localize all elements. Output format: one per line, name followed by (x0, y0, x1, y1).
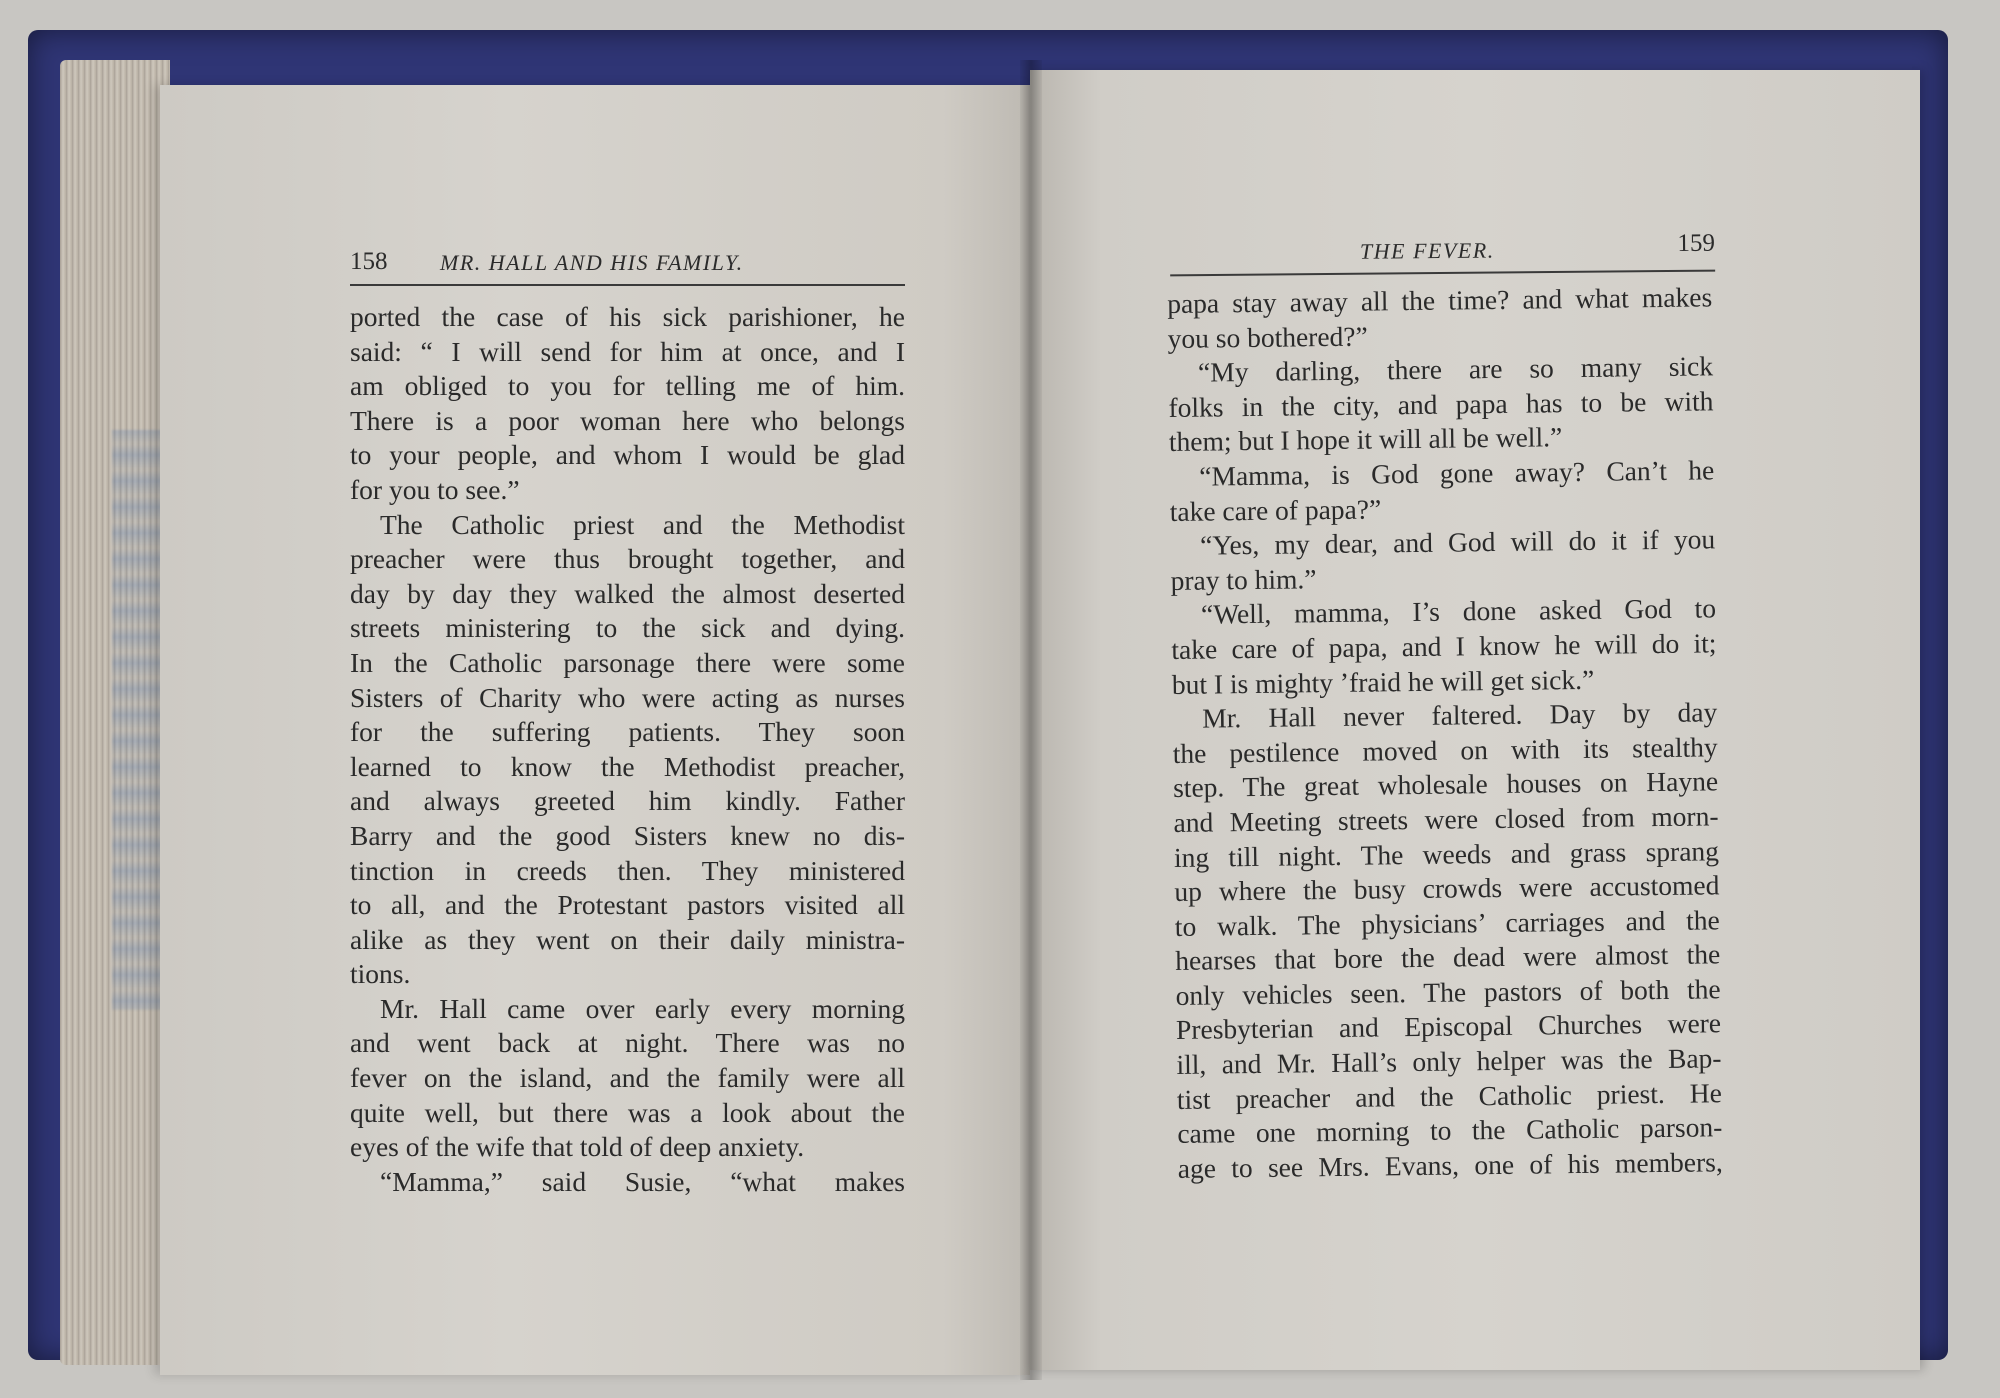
text-line: tinction in creeds then. They ministered (350, 854, 905, 886)
text-line: “Yes, my dear, and God will do it if you (1199, 523, 1716, 561)
ink-stain (112, 430, 162, 1010)
text-line: “My darling, there are so many sick (1197, 350, 1714, 388)
text-line: ill, and Mr. Hall’s only helper was the Bap- (1176, 1042, 1722, 1081)
text-line: came one morning to the Catholic parson- (1177, 1111, 1723, 1150)
text-line: and went back at night. There was no (350, 1027, 905, 1059)
text-line: “Mamma,” said Susie, “what makes (380, 1165, 905, 1197)
right-page-text (1167, 280, 1723, 1186)
text-line: to walk. The physicians’ carriages and the (1174, 903, 1720, 942)
text-line: step. The great wholesale houses on Hayne (1172, 765, 1719, 804)
right-running-head: THE FEVER. (1359, 237, 1495, 264)
text-line: “Mamma, is God gone away? Can’t he (1199, 454, 1715, 492)
text-line: tions. (350, 958, 411, 990)
text-line: for you to see.” (350, 473, 520, 505)
text-line: take care of papa?” (1169, 492, 1382, 527)
text-line: tist preacher and the Catholic priest. He (1176, 1076, 1723, 1115)
text-line: “Well, mamma, I’s done asked God to (1200, 592, 1717, 630)
text-line: Sisters of Charity who were acting as nurses (350, 681, 905, 713)
text-line: for the suffering patients. They soon (350, 716, 905, 748)
text-line: streets ministering to the sick and dying. (350, 612, 905, 644)
text-line: day by day they walked the almost deserted (350, 577, 905, 609)
text-line: and always greeted him kindly. Father (350, 785, 905, 817)
book-gutter (1020, 60, 1042, 1380)
text-line: Presbyterian and Episcopal Churches were (1175, 1007, 1722, 1046)
text-line: alike as they went on their daily ministra- (350, 923, 905, 955)
text-line: up where the busy crowds were accustomed (1174, 869, 1720, 908)
left-page-number: 158 (350, 248, 388, 275)
text-line: hearses that bore the dead were almost the (1175, 938, 1721, 977)
text-line: Barry and the good Sisters knew no dis- (350, 819, 905, 851)
text-line: folks in the city, and papa has to be with (1168, 385, 1714, 423)
text-line: learned to know the Methodist preacher, (350, 750, 905, 782)
text-line: the pestilence moved on with its stealthy (1172, 731, 1718, 769)
text-line: Mr. Hall never faltered. Day by day (1202, 696, 1718, 734)
text-line: quite well, but there was a look about the (350, 1096, 905, 1128)
text-line: The Catholic priest and the Methodist (380, 508, 905, 540)
text-line: ported the case of his sick parishioner, he (350, 301, 905, 332)
text-line: to your people, and whom I would be glad (350, 439, 905, 471)
left-running-head: MR. HALL AND HIS FAMILY. (440, 250, 744, 275)
text-line: age to see Mrs. Evans, one of his members, (1177, 1146, 1723, 1184)
text-line: but I is mighty ’fraid he will get sick.” (1171, 663, 1595, 700)
right-page-header (1170, 230, 1715, 277)
text-line: eyes of the wife that told of deep anxiety. (350, 1131, 805, 1163)
text-line: preacher were thus brought together, and (350, 543, 905, 575)
text-line: There is a poor woman here who belongs (350, 404, 905, 436)
text-line: and Meeting streets were closed from morn- (1173, 800, 1719, 838)
text-line: you so bothered?” (1167, 320, 1368, 354)
text-line: take care of papa, and I know he will do it; (1171, 627, 1717, 665)
text-line: Mr. Hall came over early every morning (380, 992, 905, 1024)
right-page-number: 159 (1677, 229, 1716, 257)
text-line: pray to him.” (1170, 562, 1317, 596)
text-line: ing till night. The weeds and grass sprang (1173, 834, 1720, 873)
text-line: them; but I hope it will all be well.” (1168, 421, 1563, 458)
text-line: In the Catholic parsonage there were some (350, 646, 905, 678)
left-page-text (350, 300, 905, 1199)
text-line: to all, and the Protestant pastors visited all (350, 889, 905, 921)
left-page-header (350, 244, 905, 286)
text-line: fever on the island, and the family were all (350, 1062, 905, 1094)
text-line: papa stay away all the time? and what makes (1167, 281, 1713, 319)
text-line: said: “ I will send for him at once, and I (350, 335, 905, 367)
text-line: am obliged to you for telling me of him. (350, 370, 905, 402)
text-line: only vehicles seen. The pastors of both the (1175, 973, 1721, 1011)
